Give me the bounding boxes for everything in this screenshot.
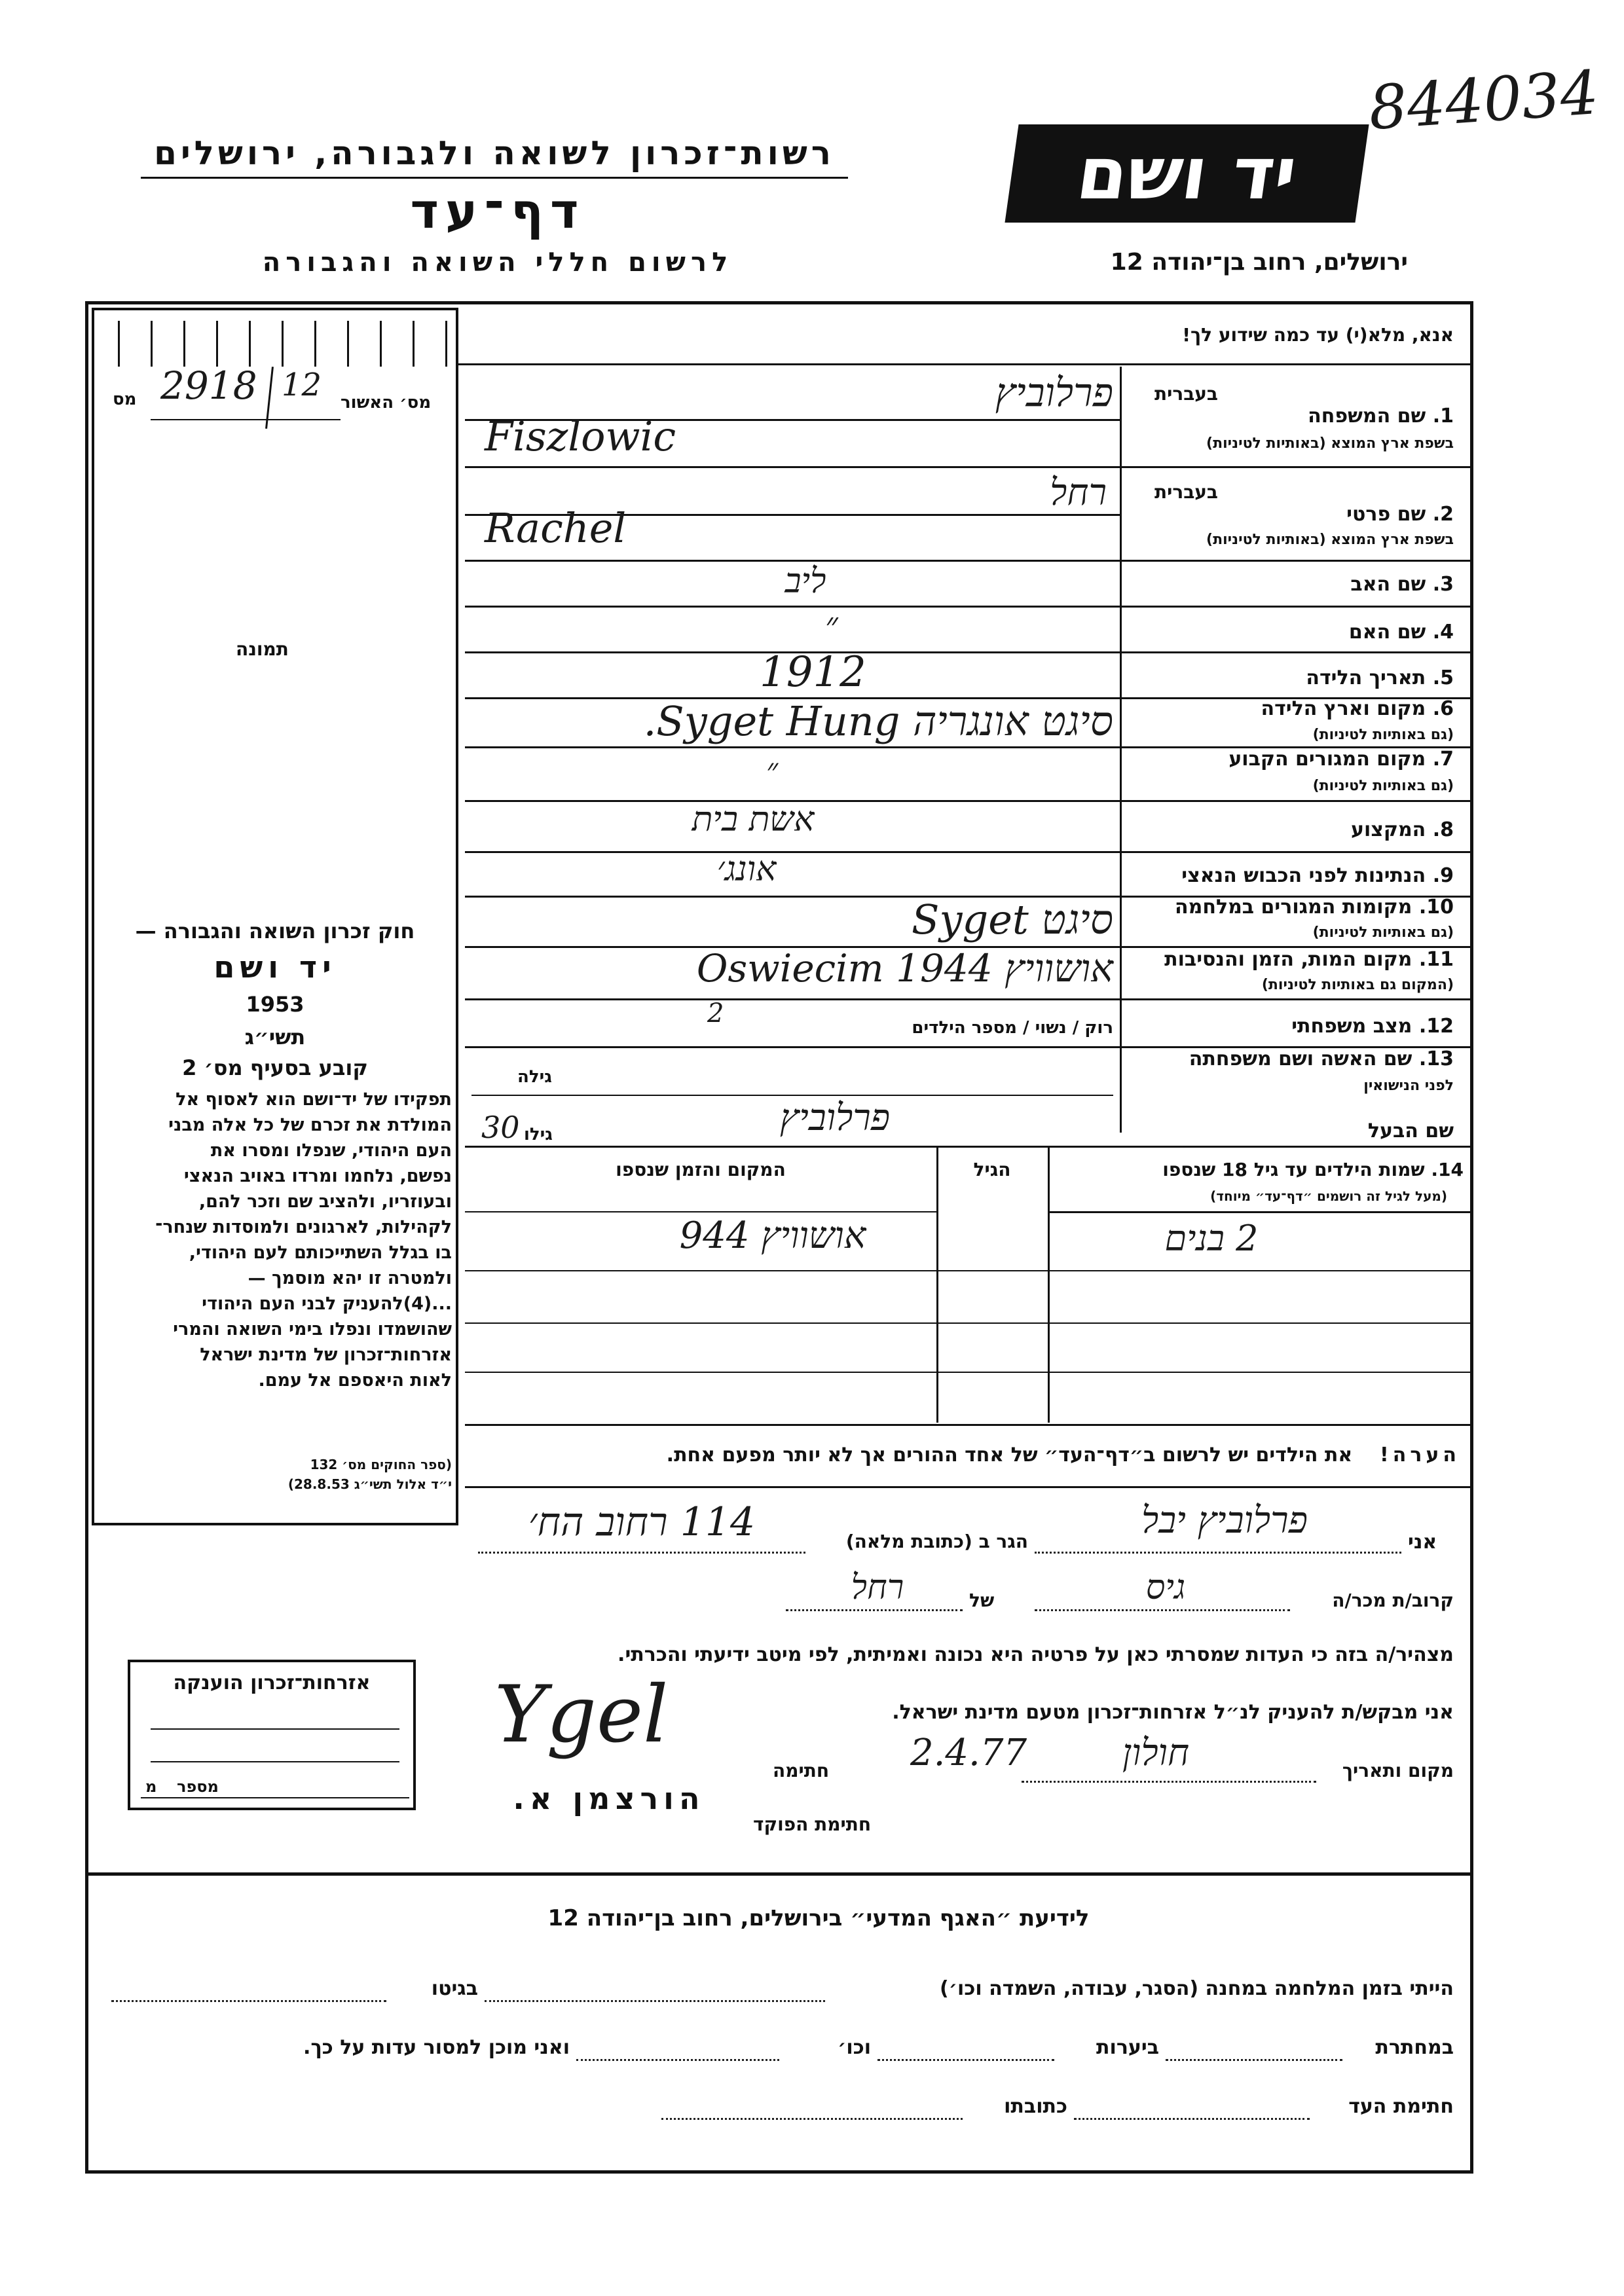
- field-6-title: מקום וארץ הלידה: [1261, 697, 1426, 720]
- field-6-num: 6.: [1432, 697, 1454, 720]
- decl-name-value: פרלוביץ יבל: [1141, 1499, 1308, 1542]
- decl-officer-label: חתימת הפוקד: [753, 1813, 872, 1835]
- husband-label: שם הבעל: [1367, 1120, 1454, 1142]
- field-4-value: ״: [825, 606, 838, 645]
- field-14-title: שמות הילדים עד גיל 18 שנספו: [1162, 1159, 1425, 1180]
- address-line: ירושלים, רחוב בן־יהודה 12: [1110, 249, 1408, 276]
- children-row-place: אושוויץ 944: [679, 1214, 866, 1257]
- decl-date-value: 2.4.77: [910, 1732, 1027, 1774]
- law-line: לאות היאספם אל עמם.: [258, 1370, 452, 1391]
- field-1-latin-value: Fiszlowic: [485, 412, 676, 460]
- decl-resident-label: הגר ב (כתובת מלאה): [845, 1531, 1028, 1552]
- bottom-line2-start: במחתרת: [1375, 2036, 1454, 2059]
- bottom-line2-mid1: ביערות: [1096, 2036, 1159, 2059]
- field-10-sub: (גם באותיות לטיניות): [1312, 924, 1454, 941]
- field-8-num: 8.: [1432, 818, 1454, 841]
- field-8-title: המקצוע: [1350, 818, 1426, 841]
- decl-place-value: חולון: [1122, 1732, 1190, 1774]
- field-4-num: 4.: [1432, 621, 1454, 644]
- children-header-place: המקום והזמן שנספו: [616, 1159, 786, 1180]
- field-2-title: שם פרטי: [1346, 503, 1426, 526]
- yad-vashem-logo: יד ושם: [1005, 124, 1369, 223]
- field-11-value: אושוויץ 1944 Oswiecim: [696, 946, 1113, 991]
- decl-of-value: רחל: [851, 1568, 904, 1607]
- registration-ticks: [98, 321, 452, 373]
- field-2-hebrew-value: רחל: [1050, 471, 1107, 514]
- authority-underline: [141, 177, 848, 179]
- bottom-line1-end: בגיטו: [431, 1977, 478, 2000]
- field-9-label: [1126, 864, 1454, 887]
- field-12-label: [1225, 1015, 1454, 1038]
- bottom-line3-start: חתימת העד: [1348, 2095, 1454, 2118]
- field-3-num: 3.: [1432, 573, 1454, 596]
- reg-value-b: 12: [282, 367, 322, 403]
- reg-suffix: מס: [113, 390, 137, 409]
- law-line: ולמטרה זו יהא מוסמך —: [248, 1268, 452, 1288]
- label-column-separator: [1120, 367, 1122, 1133]
- husband-value: פרלוביץ: [779, 1097, 891, 1139]
- decl-relative-value: גיס: [1145, 1568, 1186, 1607]
- law-year: 1953: [246, 992, 304, 1017]
- field-4-title: שם האם: [1348, 621, 1426, 644]
- field-8-label: [1225, 818, 1454, 841]
- field-11-num: 11.: [1418, 948, 1454, 971]
- law-footnote-1: (ספר החוקים מס׳ 132: [310, 1457, 452, 1472]
- in-hebrew-1: בעברית: [1154, 383, 1218, 405]
- law-line: בו בגלל השתייכותם לעם היהודי,: [189, 1243, 452, 1263]
- decl-statement: מצהיר/ה בזה כי העדות שמסרתי כאן על פרטיה היא נכונה ואמיתית, לפי מיטב ידיעתי והכרתי.: [618, 1643, 1454, 1666]
- field-7-title: מקום המגורים הקבוע: [1228, 748, 1426, 771]
- field-14-num: 14.: [1431, 1159, 1464, 1180]
- field-3-label: [1225, 573, 1454, 596]
- field-3-value: ליב: [784, 562, 826, 601]
- field-4-label: [1225, 621, 1454, 644]
- law-line: נפשם, נלחמו ומרדו באויב הנאצי: [183, 1166, 452, 1186]
- bottom-line3-mid: כתובתו: [1004, 2095, 1067, 2118]
- law-line: ...(4)להעניק לבני העם היהודי: [202, 1294, 452, 1314]
- law-body: [98, 1087, 452, 1393]
- field-2-sub: בשפת ארץ המוצא (באותיות לטיניות): [1206, 532, 1454, 548]
- field-9-num: 9.: [1432, 864, 1454, 887]
- field-2-label: [1225, 503, 1454, 526]
- husband-age-label: גילו: [524, 1125, 553, 1144]
- memorial-box-title: אזרחות־זכרון הוענקה: [173, 1671, 371, 1694]
- field-1-sub: בשפת ארץ המוצא (באותיות לטיניות): [1206, 435, 1454, 452]
- decl-signature-label: חתימה: [773, 1760, 830, 1781]
- decl-relative-label: קרוב/ת מכר/ה: [1332, 1590, 1454, 1611]
- reg-label: מס׳ האשור: [341, 393, 432, 412]
- husband-age-value: 30: [481, 1110, 520, 1145]
- field-11-title: מקום המות, הזמן והנסיבות: [1164, 948, 1412, 971]
- children-header-names: [1054, 1159, 1464, 1180]
- field-11-label: [1126, 948, 1454, 971]
- authority-line: רשות־זכרון לשואה ולגבורה, ירושלים: [154, 134, 835, 172]
- law-line: העם היהודי, שנפלו ומסרו את: [210, 1140, 452, 1161]
- decl-signature-value: Ygel: [494, 1669, 669, 1760]
- field-11-sub: (המקום גם באותיות לטיניות): [1261, 977, 1454, 993]
- field-1-hebrew-value: פרלוביץ: [995, 370, 1113, 416]
- decl-place-date-label: מקום ותאריך: [1342, 1760, 1454, 1781]
- field-13-label: [1126, 1048, 1454, 1070]
- field-6-sub: (גם באותיות לטיניות): [1312, 727, 1454, 743]
- field-10-num: 10.: [1418, 896, 1454, 919]
- form-subtitle: לרשום חללי השואה והגבורה: [262, 247, 733, 278]
- bottom-heading: לידיעת ״האגף המדעי״ בירושלים, רחוב בן־יהודה 12: [547, 1905, 1090, 1931]
- photo-label: תמונה: [236, 638, 289, 660]
- corner-number: 844034: [1366, 57, 1601, 144]
- field-2-latin-value: Rachel: [485, 504, 627, 552]
- law-line: ובעוזריו, ולהציב שם וזכר להם,: [198, 1192, 452, 1212]
- field-12-title: מצב משפחתי: [1291, 1015, 1412, 1038]
- law-line: אזרחות־זכרון של מדינת ישראל: [200, 1345, 452, 1365]
- bottom-line2-end: ואני מוכן למסור עדות על כך.: [303, 2036, 570, 2059]
- field-13-sub: לפני הנישואין: [1363, 1078, 1454, 1094]
- law-line: לקהילות, לארגונים ולמוסדות שנחר־: [155, 1217, 452, 1237]
- decl-of-label: של: [969, 1590, 995, 1611]
- bottom-line1: הייתי בזמן המלחמה במחנה (הסגר, עבודה, השמדה וכו׳): [940, 1977, 1454, 2000]
- law-footnote-2: י״ד אלול תשי״ג 28.8.53): [287, 1476, 452, 1492]
- children-header-sub: (מעל לגיל זה רושמים ״דף־עד״ מיוחד): [1210, 1188, 1447, 1204]
- in-hebrew-2: בעברית: [1154, 481, 1218, 503]
- field-1-title: שם המשפחה: [1308, 405, 1426, 428]
- decl-request: אני מבקש/ת להעניק לנ״ל אזרחות־זכרון מטעם מדינת ישראל.: [892, 1701, 1454, 1724]
- note: [471, 1444, 1460, 1467]
- field-12-options: רוק / נשוי / מספר הילדים: [912, 1018, 1113, 1038]
- form-title: דף־עד: [410, 183, 585, 240]
- law-hebrew-year: תשי״ג: [244, 1025, 306, 1049]
- reg-underline: [151, 419, 341, 420]
- field-7-label: [1126, 748, 1454, 771]
- field-7-value: ״: [766, 752, 779, 788]
- field-13-age-label: גילה: [517, 1067, 552, 1087]
- field-13-num: 13.: [1418, 1048, 1454, 1070]
- children-row-names: 2 בנים: [1164, 1218, 1259, 1259]
- decl-i-label: אני: [1408, 1531, 1437, 1554]
- decl-address-value: 114 רחוב הח׳: [528, 1499, 756, 1545]
- field-1-num: 1.: [1432, 405, 1454, 428]
- memorial-box-num-label: מספר: [177, 1777, 219, 1796]
- law-name: יד ושם: [213, 949, 337, 985]
- children-header-age: הגיל: [973, 1159, 1011, 1180]
- law-line: המולדת את זכרם של כל אלה מבני: [168, 1115, 452, 1135]
- field-1-label: [1225, 405, 1454, 428]
- reg-value-a: 2918: [160, 363, 257, 408]
- field-3-title: שם האב: [1350, 573, 1426, 596]
- form-intro: אנא, מלא(י) עד כמה שידוע לך!: [1182, 324, 1454, 346]
- field-7-sub: (גם באותיות לטיניות): [1312, 778, 1454, 794]
- law-line: שהושמדו ונפלו בימי השואה והמרי: [173, 1319, 452, 1339]
- note-text: את הילדים יש לרשום ב״דף־העד״ של אחד ההורים אך לא יותר מפעם אחת.: [666, 1444, 1353, 1467]
- field-13-title: שם האשה ושם משפחתה: [1189, 1048, 1412, 1070]
- field-8-value: אשת בית: [692, 800, 815, 839]
- field-5-title: תאריך הלידה: [1306, 666, 1426, 689]
- field-6-value: סיגט אונגריה Syget Hung.: [643, 697, 1113, 745]
- law-line: תפקידו של יד־ושם הוא לאסוף אל: [175, 1089, 452, 1110]
- memorial-box-num-prefix: מ: [145, 1777, 157, 1796]
- law-section: קובע בסעיף מס׳ 2: [182, 1055, 368, 1080]
- field-9-title: הנתינות לפני הכבוש הנאצי: [1181, 864, 1426, 887]
- field-5-label: [1225, 666, 1454, 689]
- note-label: הערה!: [1380, 1444, 1460, 1467]
- field-7-num: 7.: [1432, 748, 1454, 771]
- field-6-label: [1126, 697, 1454, 720]
- field-5-value: 1912: [760, 648, 866, 697]
- field-9-value: אונג׳: [716, 850, 777, 889]
- field-5-num: 5.: [1432, 666, 1454, 689]
- law-title: חוק זכרון השואה והגבורה —: [135, 919, 415, 943]
- bottom-line2-mid2: וכו׳: [838, 2036, 871, 2059]
- field-12-num: 12.: [1418, 1015, 1454, 1038]
- field-12-children: 2: [707, 998, 724, 1029]
- field-2-num: 2.: [1432, 503, 1454, 526]
- field-10-label: [1126, 896, 1454, 919]
- officer-stamp: הורצמן א.: [513, 1781, 705, 1816]
- field-10-value: סיגט Syget: [912, 896, 1113, 943]
- field-10-title: מקומות המגורים במלחמה: [1175, 896, 1412, 919]
